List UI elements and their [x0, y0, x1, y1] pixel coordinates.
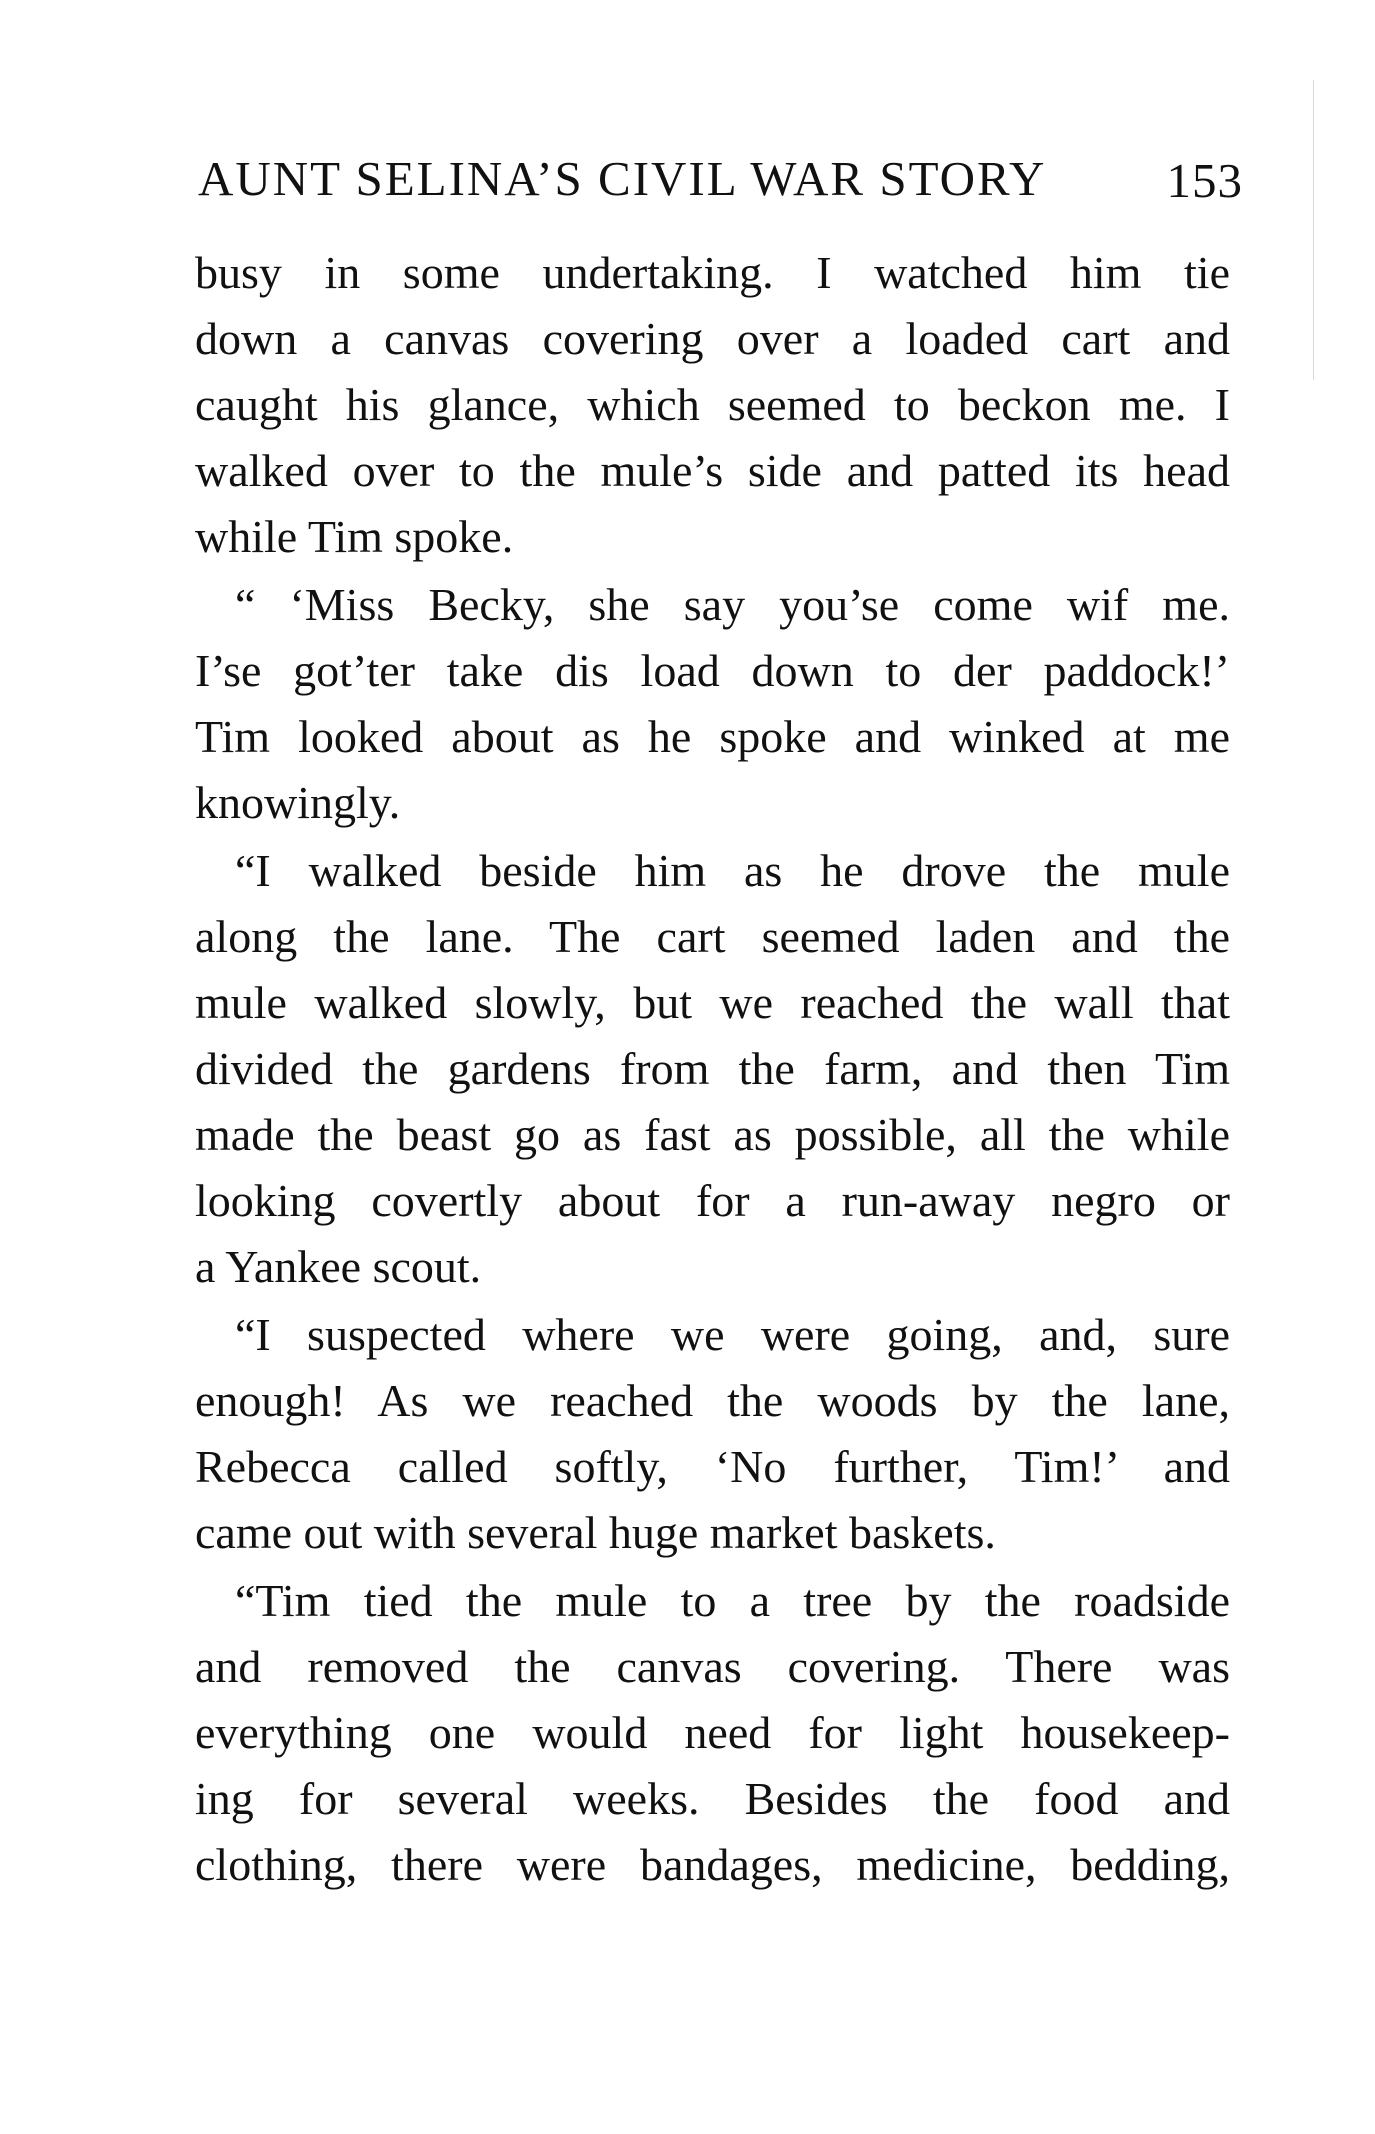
text-line: I’se got’ter take dis load down to der paddock!’ [195, 645, 1230, 696]
text-line: everything one would need for light housekeep- [195, 1707, 1230, 1758]
text-line: “Tim tied the mule to a tree by the roadside [235, 1575, 1230, 1626]
text-line: “I walked beside him as he drove the mule [235, 845, 1230, 896]
page-edge-mark [1313, 80, 1314, 380]
text-line: “I suspected where we were going, and, sure [235, 1309, 1230, 1360]
text-line: while Tim spoke. [195, 511, 514, 562]
text-line: and removed the canvas covering. There was [195, 1641, 1230, 1692]
text-line: clothing, there were bandages, medicine, bedding, [195, 1839, 1230, 1890]
running-head [198, 150, 1243, 220]
text-line: down a canvas covering over a loaded cart and [195, 313, 1230, 364]
text-line: knowingly. [195, 777, 401, 828]
text-line: divided the gardens from the farm, and then Tim [195, 1043, 1230, 1094]
text-line: along the lane. The cart seemed laden and the [195, 911, 1230, 962]
text-line: Rebecca called softly, ‘No further, Tim!’ and [195, 1441, 1230, 1492]
text-line: a Yankee scout. [195, 1241, 482, 1292]
text-line: came out with several huge market baskets. [195, 1507, 996, 1558]
text-line: enough! As we reached the woods by the lane, [195, 1375, 1230, 1426]
text-line: ing for several weeks. Besides the food and [195, 1773, 1230, 1824]
text-line: busy in some undertaking. I watched him tie [195, 247, 1230, 298]
text-line: looking covertly about for a run-away negro or [195, 1175, 1230, 1226]
page-number: 153 [1166, 153, 1243, 208]
text-line: caught his glance, which seemed to beckon me. I [195, 379, 1230, 430]
text-line: Tim looked about as he spoke and winked at me [195, 711, 1230, 762]
text-line: mule walked slowly, but we reached the wall that [195, 977, 1230, 1028]
running-title: AUNT SELINA’S CIVIL WAR STORY [198, 151, 1047, 206]
text-line: made the beast go as fast as possible, all the while [195, 1109, 1230, 1160]
text-line: “ ‘Miss Becky, she say you’se come wif me. [235, 579, 1230, 630]
text-line: walked over to the mule’s side and patted its head [195, 445, 1230, 496]
